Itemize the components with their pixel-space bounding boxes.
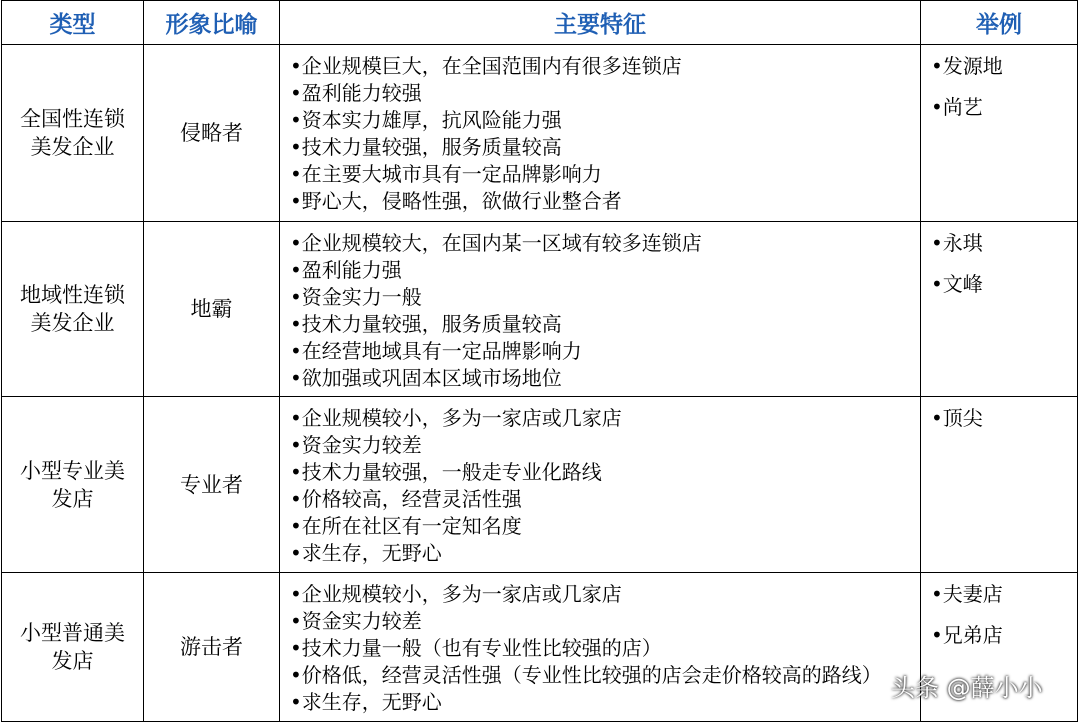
example-item: •发源地: [931, 54, 1003, 78]
example-item: •兄弟店: [931, 623, 1003, 647]
features-cell: [280, 222, 921, 397]
feature-item: •资金实力一般: [290, 285, 422, 309]
type-line: 小型专业美: [20, 458, 125, 483]
type-cell: [2, 45, 144, 222]
feature-item: •在主要大城市具有一定品牌影响力: [290, 162, 602, 186]
header-features: 主要特征: [280, 1, 921, 45]
example-item: •夫妻店: [931, 582, 1003, 606]
type-cell: [2, 222, 144, 397]
feature-item: •在经营地域具有一定品牌影响力: [290, 339, 582, 363]
feature-item: •在所在社区有一定知名度: [290, 514, 522, 538]
example-item: •永琪: [931, 231, 983, 255]
type-line: 小型普通美: [20, 621, 125, 645]
header-row: [2, 1, 1078, 45]
hair-salon-types-table: [1, 0, 1078, 722]
feature-item: •价格低，经营灵活性强（专业性比较强的店会走价格较高的路线）: [290, 663, 882, 687]
feature-item: •技术力量一般（也有专业性比较强的店）: [290, 636, 662, 660]
examples-cell: [921, 222, 1078, 397]
feature-item: •欲加强或巩固本区域市场地位: [290, 366, 562, 390]
examples-list: [921, 222, 1077, 312]
feature-item: •资金实力较差: [290, 609, 422, 633]
watermark-text: 头条 @薛小小: [891, 674, 1043, 702]
type-line: 全国性连锁: [20, 107, 125, 131]
feature-item: •技术力量较强，一般走专业化路线: [290, 460, 602, 484]
examples-list: [921, 573, 1077, 663]
feature-item: •求生存，无野心: [290, 690, 442, 714]
feature-item: •企业规模巨大，在全国范围内有很多连锁店: [290, 54, 682, 78]
example-item: •尚艺: [931, 95, 983, 119]
type-line: 美发企业: [30, 135, 115, 159]
table-row: [2, 397, 1078, 573]
example-item: •顶尖: [931, 406, 983, 430]
features-list: [280, 573, 920, 716]
features-list: [280, 45, 920, 215]
features-list: [280, 222, 920, 392]
header-type: 类型: [2, 1, 144, 45]
feature-item: •技术力量较强，服务质量较高: [290, 135, 562, 159]
feature-item: •资本实力雄厚，抗风险能力强: [290, 108, 562, 132]
feature-item: •企业规模较小，多为一家店或几家店: [290, 582, 622, 606]
feature-item: •野心大，侵略性强，欲做行业整合者: [290, 189, 622, 213]
type-line: 发店: [51, 649, 94, 673]
type-line: 发店: [51, 486, 94, 511]
feature-item: •求生存，无野心: [290, 541, 442, 565]
features-cell: [280, 397, 921, 573]
features-list: [280, 397, 920, 567]
table-row: [2, 222, 1078, 397]
type-line: 美发企业: [30, 311, 115, 335]
type-line: 地域性连锁: [20, 283, 125, 307]
examples-list: [921, 45, 1077, 135]
header-metaphor: 形象比喻: [144, 1, 280, 45]
metaphor-cell: 侵略者: [144, 45, 280, 222]
metaphor-cell: 游击者: [144, 573, 280, 722]
examples-cell: [921, 45, 1078, 222]
feature-item: •企业规模较小，多为一家店或几家店: [290, 406, 622, 430]
type-cell: [2, 573, 144, 722]
metaphor-cell: 地霸: [144, 222, 280, 397]
feature-item: •资金实力较差: [290, 433, 422, 457]
table-row: [2, 45, 1078, 222]
examples-cell: [921, 397, 1078, 573]
type-cell: [2, 397, 144, 573]
example-item: •文峰: [931, 272, 983, 296]
metaphor-cell: 专业者: [144, 397, 280, 573]
feature-item: •盈利能力强: [290, 258, 402, 282]
feature-item: •技术力量较强，服务质量较高: [290, 312, 562, 336]
feature-item: •企业规模较大，在国内某一区域有较多连锁店: [290, 231, 702, 255]
header-examples: 举例: [921, 1, 1078, 45]
features-cell: [280, 573, 921, 722]
examples-list: [921, 397, 1077, 446]
feature-item: •价格较高，经营灵活性强: [290, 487, 522, 511]
feature-item: •盈利能力较强: [290, 81, 422, 105]
features-cell: [280, 45, 921, 222]
